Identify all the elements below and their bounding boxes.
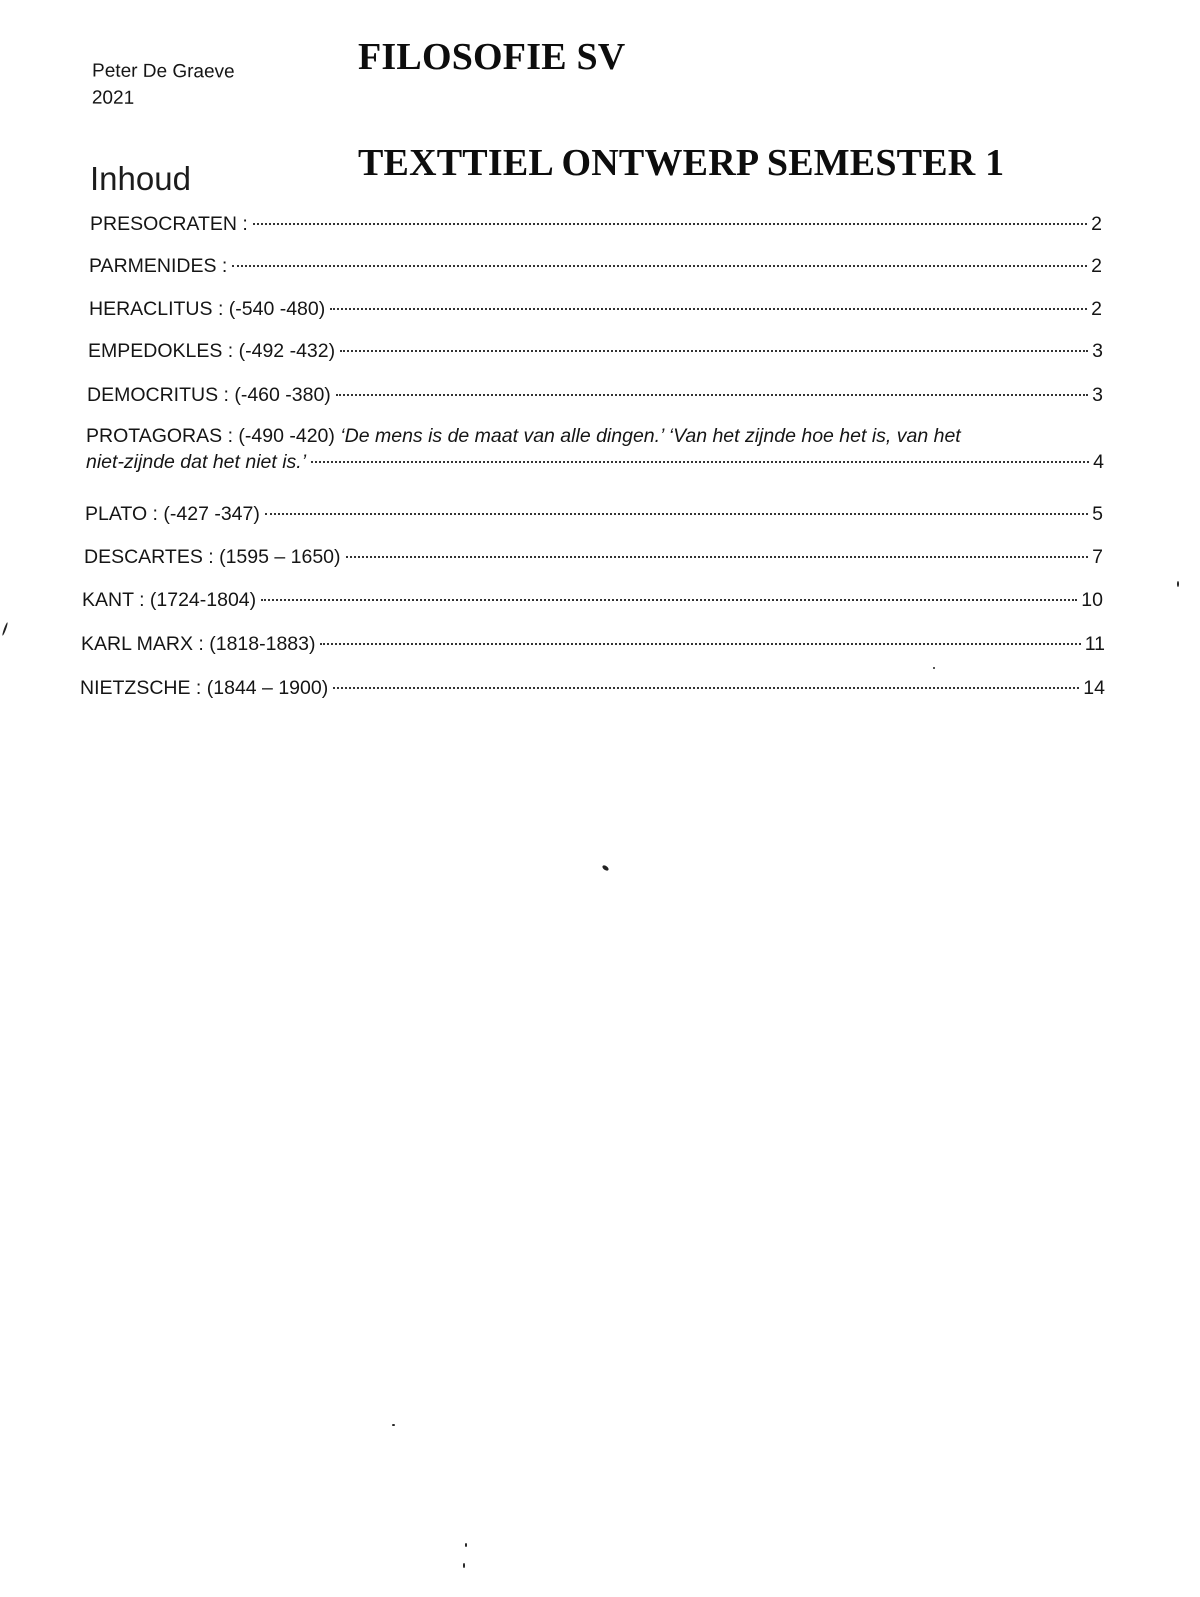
scan-speck — [933, 667, 935, 669]
table-of-contents — [0, 0, 1200, 720]
dot-leader — [253, 223, 1087, 225]
toc-page-number: 3 — [1092, 340, 1103, 362]
toc-entry-line — [86, 425, 1104, 448]
dot-leader — [333, 687, 1079, 689]
toc-entry-label: PARMENIDES : — [89, 255, 228, 277]
toc-page-number: 2 — [1091, 298, 1102, 320]
toc-entry-label: KANT : (1724-1804) — [82, 589, 257, 611]
scan-speck — [601, 864, 609, 871]
toc-entry-label: PLATO : (-427 -347) — [85, 503, 260, 525]
toc-entry-label: DESCARTES : (1595 – 1650) — [84, 546, 341, 568]
toc-page-number: 7 — [1092, 546, 1103, 568]
toc-entry-empedokles[interactable] — [88, 340, 1103, 363]
toc-entry-parmenides[interactable] — [89, 255, 1102, 278]
toc-entry-label: DEMOCRITUS : (-460 -380) — [87, 384, 331, 406]
toc-entry-label: KARL MARX : (1818-1883) — [81, 633, 316, 655]
document-subtitle: TEXTTIEL ONTWERP SEMESTER 1 — [358, 142, 1005, 184]
toc-page-number: 14 — [1083, 677, 1105, 699]
document-title: FILOSOFIE SV — [358, 36, 626, 78]
toc-page-number: 5 — [1092, 503, 1103, 525]
author-name: Peter De Graeve — [92, 60, 235, 83]
toc-heading: Inhoud — [90, 160, 191, 197]
toc-entry-quote-continued: niet-zijnde dat het niet is.’ — [86, 451, 307, 473]
dot-leader — [330, 308, 1087, 310]
toc-entry-label: PROTAGORAS : (-490 -420) — [86, 425, 341, 447]
toc-entry-democritus[interactable] — [87, 384, 1103, 407]
toc-entry-label: NIETZSCHE : (1844 – 1900) — [80, 677, 329, 699]
toc-entry-presocraten[interactable] — [90, 213, 1102, 236]
dot-leader — [265, 513, 1088, 515]
scan-speck — [465, 1543, 467, 1547]
toc-entry-descartes[interactable] — [84, 546, 1103, 569]
toc-page-number: 3 — [1092, 384, 1103, 406]
toc-entry-protagoras[interactable] — [86, 425, 1104, 474]
toc-entry-label: HERACLITUS : (-540 -480) — [89, 298, 326, 320]
toc-entry-plato[interactable] — [85, 503, 1103, 526]
dot-leader — [336, 394, 1088, 396]
toc-entry-kant[interactable] — [82, 589, 1103, 612]
dot-leader — [311, 461, 1089, 463]
toc-entry-heraclitus[interactable] — [89, 298, 1102, 321]
dot-leader — [232, 265, 1087, 267]
toc-entry-line — [86, 451, 1104, 474]
toc-page-number: 2 — [1091, 213, 1102, 235]
dot-leader — [261, 599, 1077, 601]
toc-page-number: 4 — [1093, 451, 1104, 473]
author-year: 2021 — [91, 87, 135, 109]
toc-page-number: 11 — [1084, 633, 1105, 655]
scan-speck — [463, 1563, 465, 1568]
toc-page-number: 2 — [1091, 255, 1102, 277]
dot-leader — [320, 643, 1080, 645]
scan-speck — [1177, 581, 1179, 587]
toc-entry-label: EMPEDOKLES : (-492 -432) — [88, 340, 336, 362]
toc-entry-quote: ‘De mens is de maat van alle dingen.’ ‘Van het zijnde hoe het is, van het — [340, 425, 961, 447]
toc-entry-karl-marx[interactable] — [81, 633, 1105, 656]
scan-speck — [392, 1424, 395, 1426]
toc-entry-nietzsche[interactable] — [80, 677, 1105, 700]
toc-entry-label: PRESOCRATEN : — [90, 213, 248, 235]
dot-leader — [346, 556, 1089, 558]
toc-page-number: 10 — [1081, 589, 1103, 611]
dot-leader — [340, 350, 1088, 352]
